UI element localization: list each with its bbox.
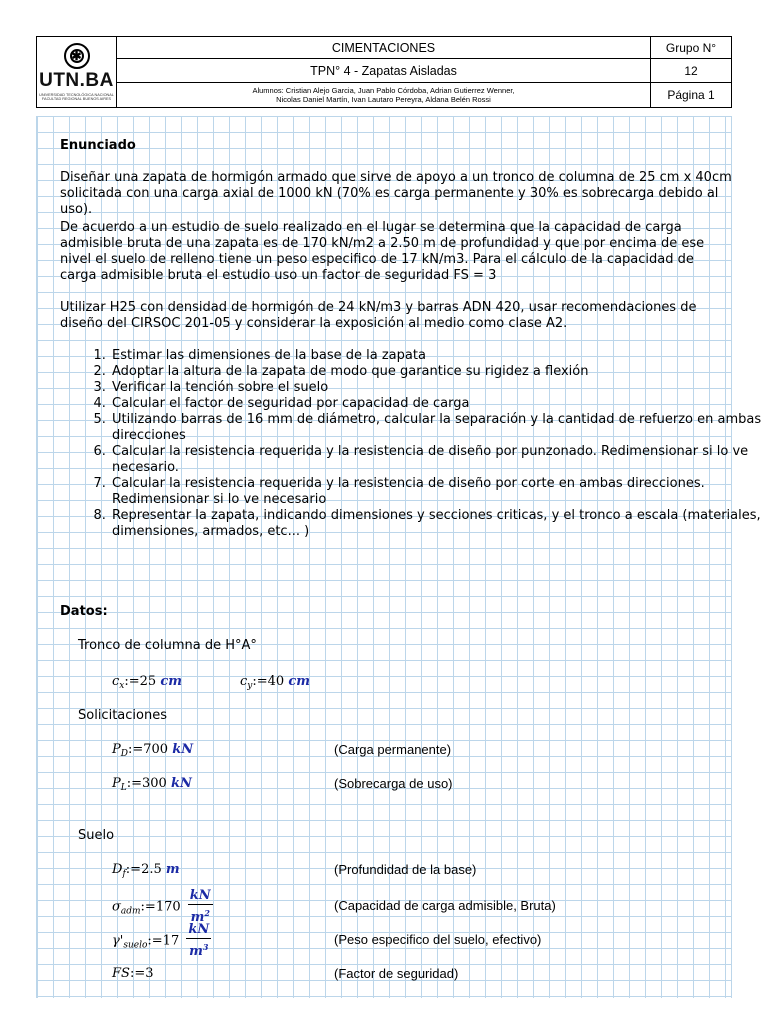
- assignment-title: TPN° 4 - Zapatas Aisladas: [117, 59, 651, 83]
- group-number: 12: [651, 59, 731, 83]
- statement-paragraph-2: De acuerdo a un estudio de suelo realizado en el lugar se determina que la capacidad de carga admisible bruta de una zapata es de 170 kN/m2 a 2.50 m de profundidad y que por encima de ese nivel el suelo de relleno tiene un peso especifico de 17 kN/m3. Para el cálculo de la capacidad de carga admisible bruta el estudio uso un factor de seguridad FS = 3: [60, 220, 705, 283]
- utn-ba-logo: [37, 37, 117, 107]
- list-item: 3. Verificar la tención sobre el suelo: [110, 380, 768, 396]
- statement-paragraph-1: Diseñar una zapata de hormigón armado que sirve de apoyo a un tronco de columna de 25 cm x 40cm solicitada con una carga axial de 1000 kN (70% es carga permanente y 30% es sobrecarga debido al uso).: [60, 170, 732, 217]
- course-title: CIMENTACIONES: [117, 37, 651, 59]
- task-list: [60, 348, 768, 540]
- logo-subtitle: UNIVERSIDAD TECNOLÓGICA NACIONAL FACULTAD REGIONAL BUENOS AIRES: [39, 92, 114, 101]
- list-item: 2. Adoptar la altura de la zapata de modo que garantice su rigidez a flexión: [110, 364, 768, 380]
- soil-label: Suelo: [78, 828, 115, 843]
- gamma-equation: $\gamma'_{suelo}:=17$ $\frac{kN}{m^3}$: [112, 922, 210, 959]
- logo-wordmark: UTN.BA: [39, 69, 114, 91]
- statement-paragraph-3: Utilizar H25 con densidad de hormigón de 24 kN/m3 y barras ADN 420, usar recomendaciones de diseño del CIRSOC 201-05 y considerar la exposición al medio como clase A2.: [60, 300, 697, 331]
- gamma-note: (Peso especifico del suelo, efectivo): [334, 932, 542, 947]
- cx-equation: $c_x:=25$ cm: [112, 674, 182, 691]
- list-item: 4. Calcular el factor de seguridad por capacidad de carga: [110, 396, 768, 412]
- fs-equation: FS:=3: [112, 966, 154, 981]
- students-list: Alumnos: Cristian Alejo Garcia, Juan Pablo Córdoba, Adrian Gutierrez Wenner, Nicolas Daniel Martín, Ivan Lautaro Pereyra, Aldana Belén Rossi: [117, 83, 651, 107]
- list-item: 1. Estimar las dimensiones de la base de la zapata: [110, 348, 768, 364]
- data-heading: Datos:: [60, 604, 108, 619]
- document-header: [36, 36, 732, 108]
- list-item: 7. Calcular la resistencia requerida y la resistencia de diseño por corte en ambas direcciones. Redimensionar si lo ve necesario: [110, 476, 768, 508]
- df-equation: $D_f:=2.5$ m: [112, 862, 180, 879]
- list-item: 5. Utilizando barras de 16 mm de diámetro, calcular la separación y la cantidad de refuerzo en ambas direcciones: [110, 412, 768, 444]
- page-number: Página 1: [667, 88, 715, 102]
- group-label: Grupo N°: [651, 37, 731, 59]
- cy-equation: $c_y:=40$ cm: [240, 674, 311, 691]
- df-note: (Profundidad de la base): [334, 862, 477, 877]
- list-item: 8. Representar la zapata, indicando dimensiones y secciones criticas, y el tronco a escala (materiales, dimensiones, armados, etc... ): [110, 508, 768, 540]
- university-seal-icon: ✱: [64, 43, 90, 69]
- pd-note: (Carga permanente): [334, 742, 452, 757]
- loads-label: Solicitaciones: [78, 708, 167, 723]
- fs-note: (Factor de seguridad): [334, 966, 459, 981]
- pl-equation: $P_L:=300$ kN: [112, 776, 192, 793]
- column-label: Tronco de columna de H°A°: [78, 638, 257, 653]
- sadm-note: (Capacidad de carga admisible, Bruta): [334, 898, 556, 913]
- sadm-equation: $\sigma_{adm}:=170$ $\frac{kN}{m^2}$: [112, 888, 211, 925]
- pl-note: (Sobrecarga de uso): [334, 776, 453, 791]
- list-item: 6. Calcular la resistencia requerida y la resistencia de diseño por punzonado. Redimensionar si lo ve necesario.: [110, 444, 768, 476]
- pd-equation: $P_D:=700$ kN: [112, 742, 194, 759]
- statement-heading: Enunciado: [60, 138, 136, 153]
